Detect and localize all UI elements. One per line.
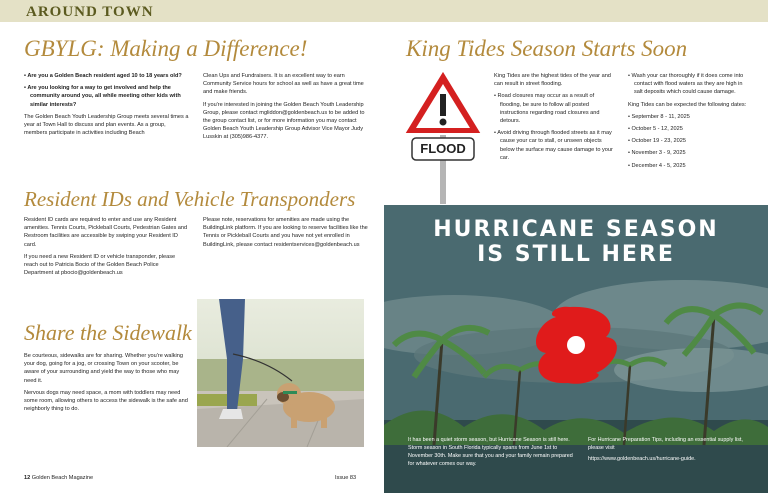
resident-ids-col2 — [203, 216, 368, 253]
footer-left — [24, 475, 93, 481]
king-tides-dates-intro: King Tides can be expected the following dates: — [628, 101, 747, 108]
sidewalk-paragraph-1: Be courteous, sidewalks are for sharing. Whether you're walking your dog, going for a jog, or crossing Town on your scooter, be aware of your surrounding and yield the way to those who may need it. — [24, 353, 184, 384]
king-tides-date: • December 4 - 5, 2025 — [628, 162, 752, 170]
king-tides-bullet-2: • Avoid driving through flooded streets as it may cause your car to stall, or unseen objects below the surface may cause damage to your car. — [494, 129, 614, 162]
king-tides-col2 — [628, 72, 752, 174]
resident-ids-paragraph-3: Please note, reservations for amenities are made using the BuildingLink platform. If you are looking to reserve facilities like the Tennis or Pickleball Courts and you have not yet enrolled in BuildingLink, please contact residentservices@goldenbeach.us — [203, 217, 368, 248]
king-tides-date: • November 3 - 9, 2025 — [628, 149, 752, 157]
page-number: 12 — [24, 475, 31, 481]
king-tides-date: • October 19 - 23, 2025 — [628, 137, 752, 145]
gbylg-col1 — [24, 72, 189, 141]
sidewalk-text — [24, 352, 189, 417]
magazine-name: Golden Beach Magazine — [31, 475, 94, 481]
hurricane-text-col2 — [588, 436, 748, 466]
resident-ids-paragraph-1: Resident ID cards are required to enter and use any Resident amenities. Tennis Courts, Pickleball Courts, Pedestrian Gates and Restroom facilities are accessible by swiping your Resident ID card. — [24, 217, 188, 248]
gbylg-paragraph-1: The Golden Beach Youth Leadership Group meets several times a year at Town Hall to discuss and plan events. As a group, members participate in activities including Beach — [24, 113, 189, 137]
flood-sign-illustration — [398, 66, 488, 204]
king-tides-wash: • Wash your car thoroughly if it does come into contact with flood waters as they are high in salt deposits which could cause damage. — [628, 72, 752, 97]
hurricane-guide-link[interactable]: https://www.goldenbeach.us/hurricane-guide. — [588, 456, 696, 462]
king-tides-intro: King Tides are the highest tides of the year and can result in street flooding. — [494, 73, 611, 88]
hurricane-paragraph-1: It has been a quiet storm season, but Hurricane Season is still here. Storm season in South Florida typically spans from June 1st to November 30th. Make sure that you and your family remain prepared for whatever comes our way. — [408, 437, 573, 467]
king-tides-date: • October 5 - 12, 2025 — [628, 125, 752, 133]
gbylg-paragraph-3: If you're interested in joining the Golden Beach Youth Leadership Group, please contact mgliddon@goldenbeach.us to be added to the group contact list, or for more information you may contact Golden Beach Youth Leadership Group Advisor Vice Mayor Judy Lusskin at (305)986-4377. — [203, 101, 365, 141]
sidewalk-paragraph-2: Nervous dogs may need space, a mom with toddlers may need some room, allowing others to access the sidewalk is the safe and neighborly thing to do. — [24, 389, 188, 413]
king-tides-title: King Tides Season Starts Soon — [406, 36, 688, 61]
hurricane-title-line-2: IS STILL HERE — [477, 242, 675, 267]
gbylg-title: GBYLG: Making a Difference! — [24, 36, 308, 61]
issue-number: Issue 83 — [335, 475, 357, 481]
gbylg-question-2: • Are you looking for a way to get involved and help the community around you, all while meeting other kids with similar interests? — [24, 84, 189, 109]
section-label: AROUND TOWN — [26, 4, 154, 20]
hurricane-text-col1 — [408, 436, 578, 471]
resident-ids-col1 — [24, 216, 189, 281]
sidewalk-title: Share the Sidewalk — [24, 320, 192, 345]
hurricane-paragraph-2: For Hurricane Preparation Tips, including an essential supply list, please visit — [588, 437, 743, 451]
king-tides-col1 — [494, 72, 614, 166]
resident-ids-title: Resident IDs and Vehicle Transponders — [24, 187, 356, 211]
hurricane-panel — [384, 205, 768, 493]
king-tides-bullet-1: • Road closures may occur as a result of flooding, be sure to follow all posted instructions regarding road closures and detours. — [494, 92, 614, 125]
flood-sign-text: FLOOD — [420, 141, 466, 156]
hurricane-title-line-1: HURRICANE SEASON — [433, 217, 719, 242]
resident-ids-paragraph-2: If you need a new Resident ID or vehicle transponder, please reach out to Patricia Bocio of the Golden Beach Police Department at pbocio@goldenbeach.us — [24, 253, 176, 277]
gbylg-col2 — [203, 72, 368, 146]
gbylg-question-1: • Are you a Golden Beach resident aged 10 to 18 years old? — [24, 72, 189, 80]
gbylg-paragraph-2: Clean Ups and Fundraisers. It is an excellent way to earn Community Service hours for school as well as have a great time and make friends. — [203, 73, 364, 96]
king-tides-date: • September 8 - 11, 2025 — [628, 113, 752, 121]
dog-walking-photo — [197, 299, 364, 447]
